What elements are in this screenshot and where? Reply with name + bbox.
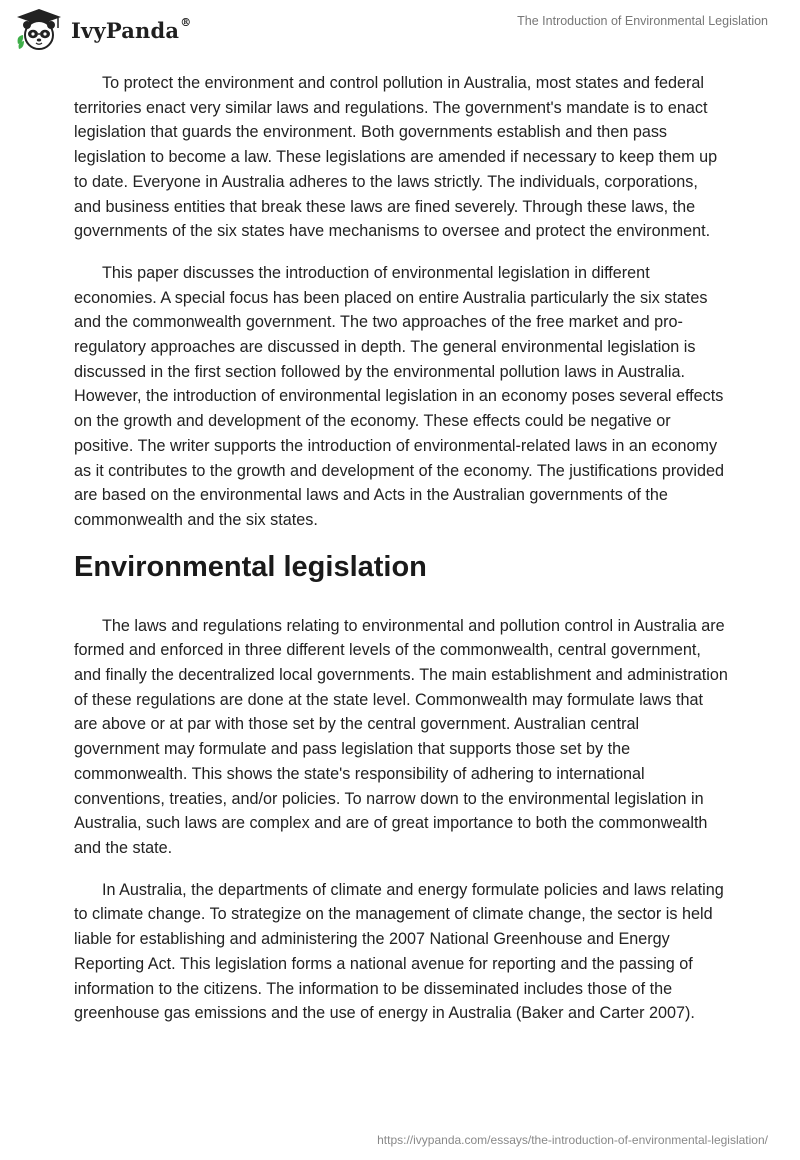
paragraph: To protect the environment and control pollution in Australia, most states and federal territories enact very similar laws and regulations. The government's mandate is to enact legislation that guards the environment. Both governments establish and then pass legislation to become a law. These legislations are amended if necessary to keep them up to date. Everyone in Australia adheres to the laws strictly. The individuals, corporations, and business entities that break these laws are fined severely. Through these laws, the governments of the six states have mechanisms to oversee and protect the environment. <box>74 74 718 241</box>
logo[interactable] <box>14 8 191 52</box>
section-heading: Environmental legislation <box>74 550 427 583</box>
registered-mark: ® <box>180 15 192 29</box>
page-header <box>0 0 800 62</box>
paragraph: This paper discusses the introduction of environmental legislation in different economies. A special focus has been placed on entire Australia particularly the six states and the commonwealth government. The two approaches of the free market and pro-regulatory approaches are discussed in depth. The general environmental legislation is discussed in the first section followed by the environmental pollution laws in Australia. However, the introduction of environmental legislation in an economy poses several effects on the growth and development of the economy. These effects could be negative or positive. The writer supports the introduction of environmental-related laws in an economy as it contributes to the growth and development of the economy. The justifications provided are based on the environmental laws and Acts in the Australian governments of the commonwealth and the six states. <box>74 263 724 529</box>
paragraph: In Australia, the departments of climate and energy formulate policies and laws relating to climate change. To strategize on the management of climate change, the sector is held liable for establishing and administering the 2007 National Greenhouse and Energy Reporting Act. This legislation forms a national avenue for reporting and the passing of information to the citizens. The information to be disseminated includes those of the greenhouse gas emissions and the use of energy in Australia (Baker and Carter 2007). <box>74 880 724 1023</box>
brand-name: IvyPanda® <box>71 15 192 43</box>
document-title: The Introduction of Environmental Legislation <box>517 14 768 28</box>
panda-logo-icon <box>14 8 64 52</box>
essay-body <box>74 71 729 1043</box>
paragraph: The laws and regulations relating to environmental and pollution control in Australia are formed and enforced in three different levels of the commonwealth, central government, and finally the decentralized local governments. The main establishment and administration of these regulations are done at the state level. Commonwealth may formulate laws that are above or at par with those set by the central government. Australian central government may formulate and pass legislation that supports those set by the commonwealth. This shows the state's responsibility of adhering to international conventions, treaties, and/or policies. To narrow down to the environmental legislation in Australia, such laws are complex and are of great importance to both the commonwealth and the state. <box>74 616 728 857</box>
source-url[interactable]: https://ivypanda.com/essays/the-introduction-of-environmental-legislation/ <box>377 1133 768 1147</box>
